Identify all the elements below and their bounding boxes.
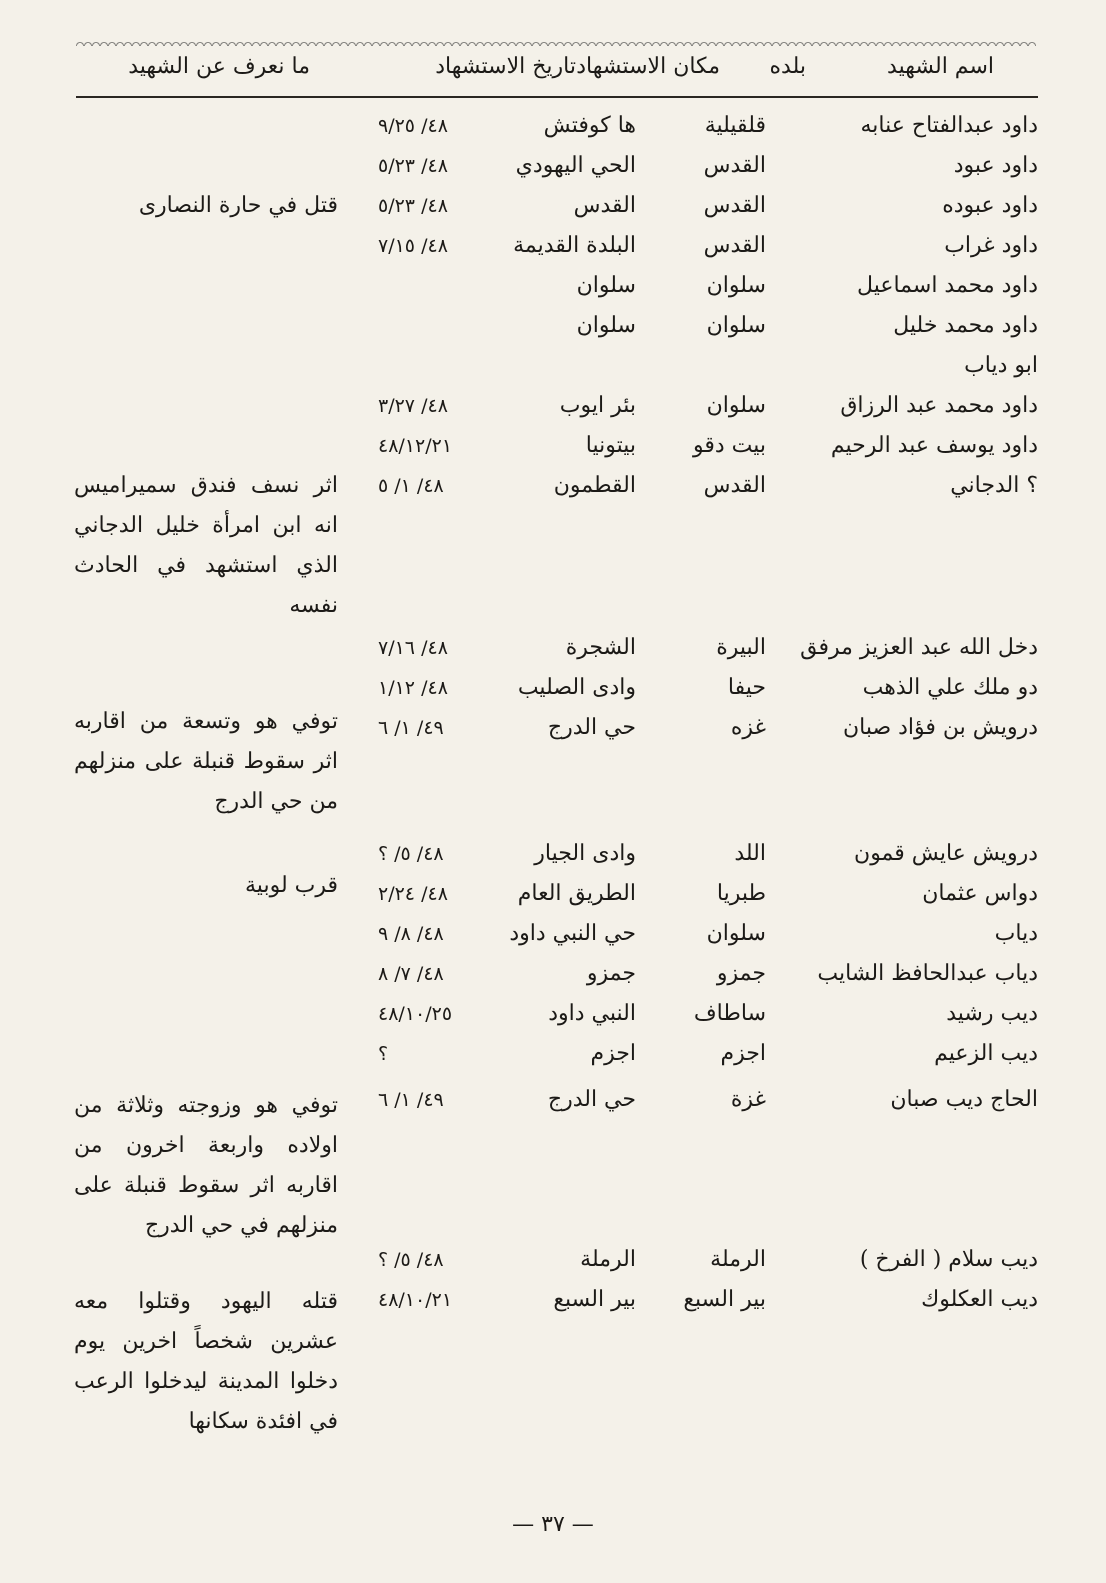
martyr-place: القطمون (553, 473, 636, 498)
martyr-town: بير السبع (683, 1287, 766, 1312)
martyr-place: البلدة القديمة (513, 233, 636, 258)
martyr-place: بير السبع (553, 1287, 636, 1312)
martyr-town: طبريا (716, 881, 766, 906)
header-date: تاريخ الاستشهاد (435, 54, 576, 79)
martyr-town: سلوان (706, 921, 766, 946)
martyr-town: سلوان (706, 313, 766, 338)
table-row (0, 1034, 1106, 1074)
table-row (0, 994, 1106, 1034)
table-row (0, 426, 1106, 466)
header-town: بلده (769, 54, 806, 79)
martyr-date: ٤٩/ ١/ ٦ (378, 1089, 444, 1111)
martyr-name: دواس عثمان (922, 881, 1038, 906)
martyr-town: قلقيلية (704, 113, 766, 138)
martyr-name: ديب الزعيم (934, 1041, 1038, 1066)
martyr-town: غزة (730, 1087, 766, 1112)
martyr-place: النبي داود (548, 1001, 636, 1026)
martyr-town: غزه (730, 715, 766, 740)
header-rule (76, 96, 1038, 98)
table-row (0, 106, 1106, 146)
martyr-place: سلوان (576, 313, 636, 338)
header-notes: ما نعرف عن الشهيد (128, 54, 310, 79)
martyr-place: وادى الجيار (534, 841, 636, 866)
table-row (0, 1240, 1106, 1280)
martyr-name: ؟ الدجاني (950, 473, 1038, 498)
martyr-name: دو ملك علي الذهب (862, 675, 1038, 700)
table-row (0, 386, 1106, 426)
martyr-date: ٤٨/١٠/٢٥ (378, 1003, 453, 1025)
table-row (0, 954, 1106, 994)
table-row (0, 146, 1106, 186)
header-place: مكان الاستشهاد (576, 54, 720, 79)
martyr-name: داود عبود (953, 153, 1038, 178)
martyr-name: دياب عبدالحافظ الشايب (817, 961, 1038, 986)
martyr-name: داود عبدالفتاح عنابه (860, 113, 1038, 138)
martyr-place: ها كوفتش (543, 113, 636, 138)
martyr-place: بئر ايوب (559, 393, 636, 418)
header-name: اسم الشهيد (887, 54, 994, 79)
martyr-name: دخل الله عبد العزيز مرفق (800, 635, 1038, 660)
table-row (0, 628, 1106, 668)
martyr-date: ٤٨/ ١/١٢ (378, 677, 448, 699)
table-row (0, 914, 1106, 954)
martyr-name: درويش بن فؤاد صبان (842, 715, 1038, 740)
martyr-name: داود محمد عبد الرزاق (840, 393, 1038, 418)
martyr-date: ٤٨/ ٥/ ؟ (378, 1249, 444, 1271)
martyr-date: ٤٨/ ٥/٢٣ (378, 155, 448, 177)
martyr-date: ٤٨/١٢/٢١ (378, 435, 453, 457)
martyr-town: ساطاف (693, 1001, 766, 1026)
martyr-place: الحي اليهودي (515, 153, 636, 178)
table-row (0, 226, 1106, 266)
martyr-name: داود عبوده (942, 193, 1038, 218)
martyr-date: ٤٨/ ٩/٢٥ (378, 115, 448, 137)
martyr-note: توفي هو وزوجته وثلاثة من اولاده واربعة اخرون من اقاربه اثر سقوط قنبلة على منزلهم في حي الدرج (74, 1093, 338, 1238)
martyr-town: سلوان (706, 393, 766, 418)
martyr-town: اجزم (720, 1041, 766, 1066)
martyr-name: ديب رشيد (946, 1001, 1038, 1026)
martyr-place: حي الدرج (547, 1087, 636, 1112)
martyr-date: ٤٨/ ٧/ ٨ (378, 963, 444, 985)
martyr-name: الحاج ديب صبان (890, 1087, 1038, 1112)
martyr-place: اجزم (590, 1041, 636, 1066)
martyr-note: قرب لوبية (245, 873, 338, 898)
martyr-name: درويش عايش قمون (854, 841, 1038, 866)
martyr-name: دياب (994, 921, 1038, 946)
martyr-name: ديب سلام ( الفرخ ) (859, 1247, 1038, 1272)
martyr-name: ديب العكلوك (921, 1287, 1038, 1312)
martyr-place: وادى الصليب (517, 675, 636, 700)
martyr-place: حي النبي داود (509, 921, 636, 946)
martyr-town: بيت دقو (692, 433, 766, 458)
martyr-name: ابو دياب (964, 353, 1038, 378)
martyr-name: داود محمد اسماعيل (857, 273, 1038, 298)
martyr-name: داود غراب (944, 233, 1038, 258)
martyr-town: القدس (703, 193, 766, 218)
table-row (0, 306, 1106, 346)
martyr-note: قتل في حارة النصارى (138, 193, 338, 218)
martyr-place: سلوان (576, 273, 636, 298)
martyr-date: ٤٨/ ٣/٢٧ (378, 395, 448, 417)
martyr-town: سلوان (706, 273, 766, 298)
table-header (76, 50, 1038, 94)
martyr-date: ؟ (378, 1043, 389, 1065)
martyr-town: القدس (703, 153, 766, 178)
martyr-town: القدس (703, 473, 766, 498)
martyr-town: البيرة (716, 635, 766, 660)
martyr-date: ٤٨/ ٥/٢٣ (378, 195, 448, 217)
martyr-place: القدس (573, 193, 636, 218)
martyr-date: ٤٨/ ٢/٢٤ (378, 883, 448, 905)
page-number: — ٣٧ — (512, 1512, 594, 1537)
martyr-date: ٤٩/ ١/ ٦ (378, 717, 444, 739)
martyr-name: داود يوسف عبد الرحيم (830, 433, 1038, 458)
martyr-town: القدس (703, 233, 766, 258)
martyr-town: جمزو (716, 961, 766, 986)
martyr-town: الرملة (710, 1247, 766, 1272)
martyr-place: بيتونيا (585, 433, 636, 458)
martyr-town: اللد (734, 841, 766, 866)
martyr-note: اثر نسف فندق سميراميس انه ابن امرأة خليل الدجاني الذي استشهد في الحادث نفسه (74, 473, 338, 618)
martyr-name: داود محمد خليل (893, 313, 1038, 338)
table-row (0, 346, 1106, 386)
martyr-date: ٤٨/ ١/ ٥ (378, 475, 444, 497)
martyr-town: حيفا (727, 675, 766, 700)
martyr-place: الشجرة (565, 635, 636, 660)
martyr-date: ٤٨/١٠/٢١ (378, 1289, 453, 1311)
martyr-note: توفي هو وتسعة من اقاربه اثر سقوط قنبلة على منزلهم من حي الدرج (74, 709, 338, 814)
martyr-date: ٤٨/ ٧/١٥ (378, 235, 448, 257)
martyr-date: ٤٨/ ٨/ ٩ (378, 923, 444, 945)
martyr-place: الرملة (580, 1247, 636, 1272)
martyr-place: حي الدرج (547, 715, 636, 740)
martyr-note: قتله اليهود وقتلوا معه عشرين شخصاً اخرين يوم دخلوا المدينة ليدخلوا الرعب في افئدة سكانها (74, 1289, 338, 1434)
martyr-date: ٤٨/ ٥/ ؟ (378, 843, 444, 865)
martyr-place: الطريق العام (517, 881, 636, 906)
top-wavy-rule (76, 38, 1036, 46)
table-row (0, 266, 1106, 306)
martyr-date: ٤٨/ ٧/١٦ (378, 637, 448, 659)
martyr-place: جمزو (586, 961, 636, 986)
